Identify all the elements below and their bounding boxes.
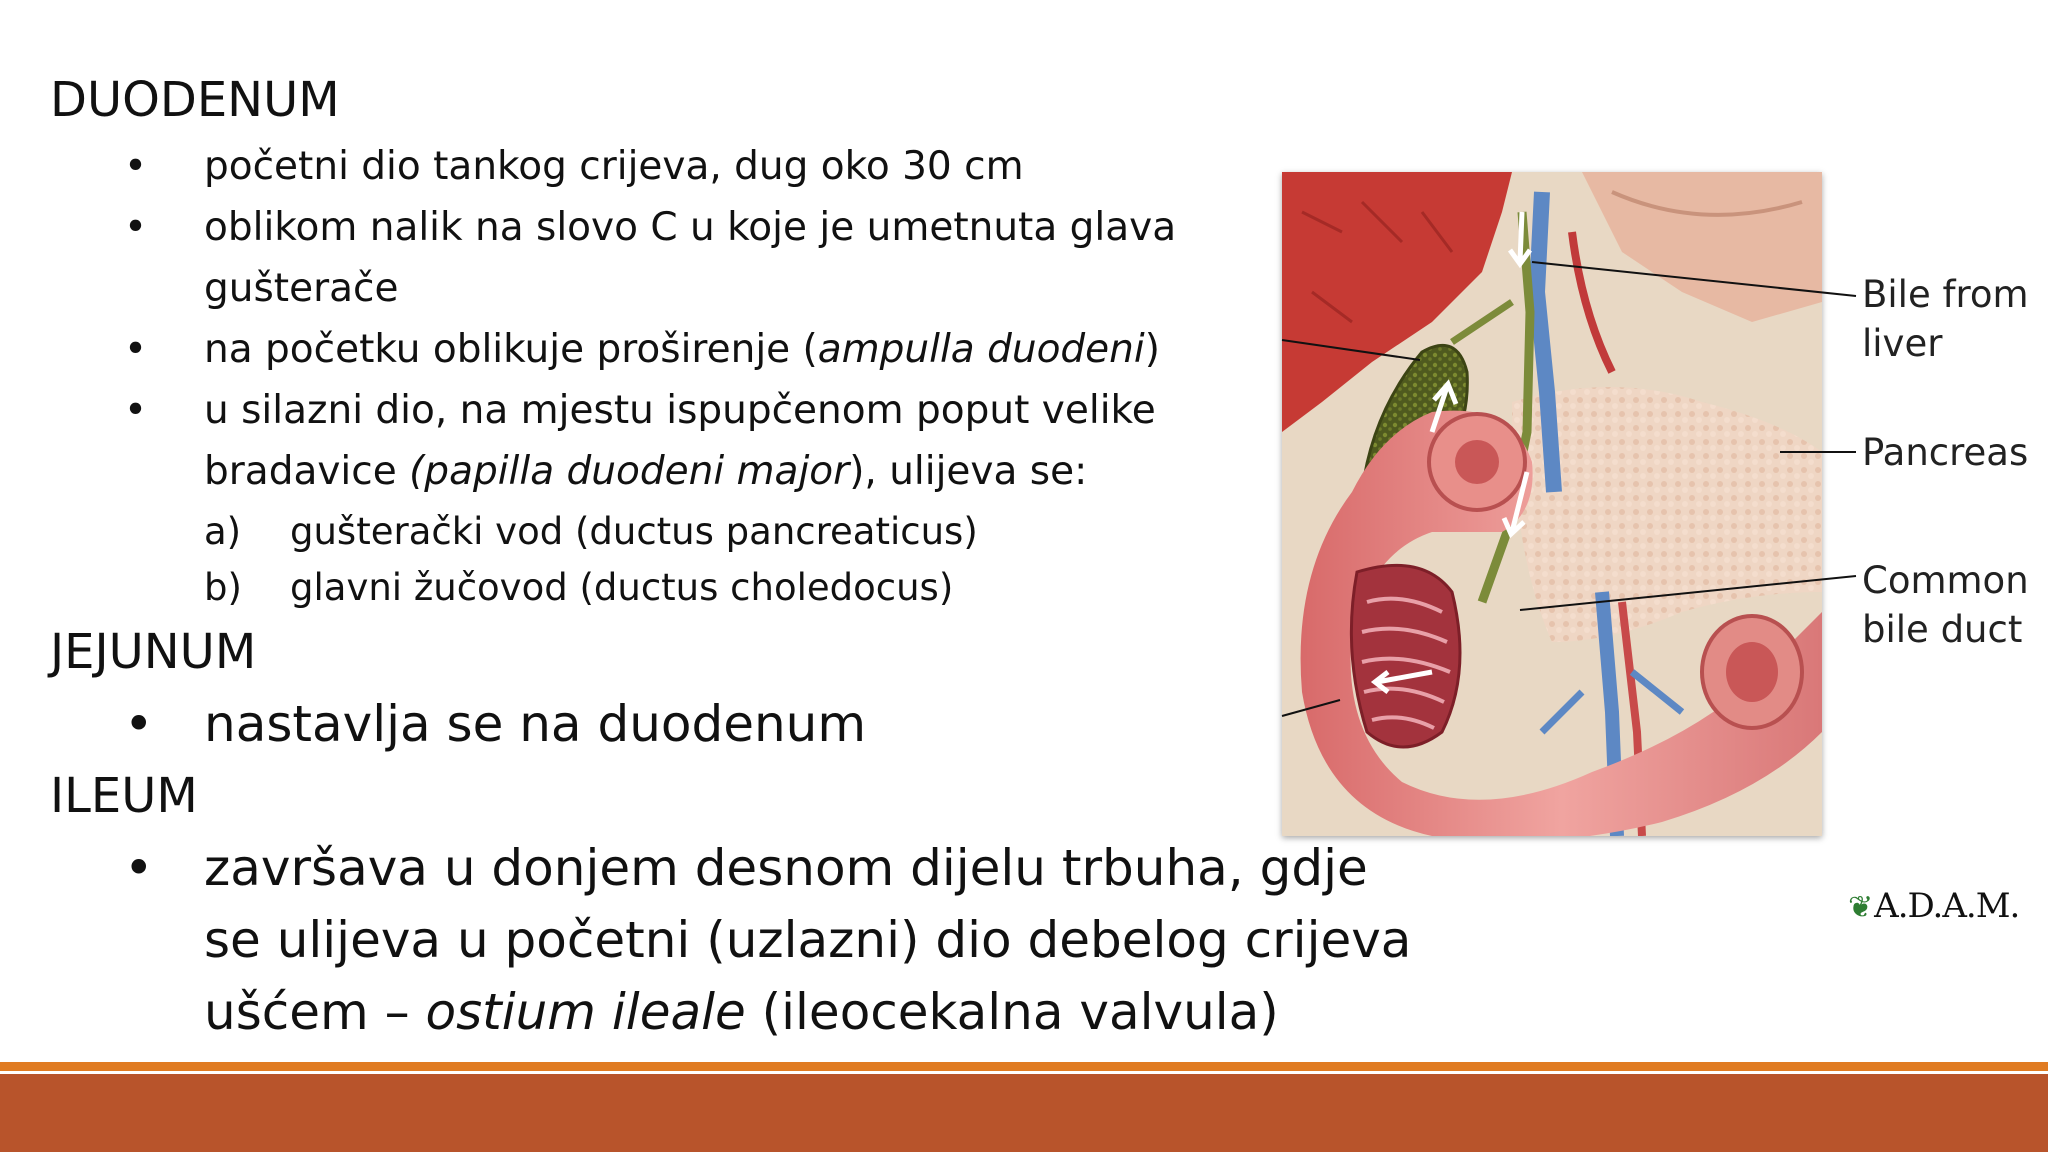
ileum-heading: ILEUM	[50, 768, 198, 824]
ileum-bullet-line-1: završava u donjem desnom dijelu trbuha, gdje	[204, 839, 1368, 897]
subitem-a-text: gušterački vod (ductus pancreaticus)	[290, 510, 978, 553]
text-run: ušćem –	[204, 983, 426, 1041]
subitem-b-text: glavni žučovod (ductus choledocus)	[290, 566, 954, 609]
adam-logo	[1848, 886, 2019, 926]
duodenum-bullet-4-line-1: u silazni dio, na mjestu ispupčenom poput velike	[204, 388, 1156, 433]
latin-term: (papilla duodeni major	[409, 449, 850, 494]
adam-logo-text: A.D.A.M.	[1874, 886, 2020, 926]
ileum-bullet-line-3	[204, 976, 1279, 1048]
duodenum-bullet-2-line-2: gušterače	[204, 266, 399, 311]
text-run: ), ulijeva se:	[849, 449, 1088, 494]
callout-bile-line-1: Bile from	[1862, 273, 2029, 316]
bullet-mark: •	[124, 388, 148, 433]
duodenum-bullet-4-line-2	[204, 441, 1087, 502]
duodenum-bullet-1: početni dio tankog crijeva, dug oko 30 cm	[204, 144, 1024, 189]
text-run: na početku oblikuje proširenje (	[204, 327, 818, 372]
text-run: bradavice	[204, 449, 410, 494]
callout-common-line-2: bile duct	[1862, 608, 2023, 651]
duodenum-anatomy-illustration	[1282, 172, 1822, 836]
latin-term: ampulla duodeni	[817, 327, 1145, 372]
duodenum-lumen	[1455, 440, 1499, 484]
ileum-bullet-line-2: se ulijeva u početni (uzlazni) dio debelog crijeva	[204, 911, 1412, 969]
leaf-icon: ❦	[1848, 890, 1873, 925]
footer-bar	[0, 1074, 2048, 1152]
bullet-mark: •	[124, 144, 148, 189]
subitem-b-label: b)	[204, 566, 242, 609]
callout-pancreas: Pancreas	[1862, 431, 2029, 474]
bullet-mark: •	[124, 839, 154, 897]
duodenum-bullet-3	[204, 319, 1160, 380]
text-run: )	[1144, 327, 1160, 372]
callout-common-line-1: Common	[1862, 559, 2029, 602]
bullet-mark: •	[124, 327, 148, 372]
footer-accent-line	[0, 1062, 2048, 1071]
bullet-mark: •	[124, 695, 154, 753]
duodenum-heading: DUODENUM	[50, 72, 340, 128]
latin-term: ostium ileale	[425, 983, 746, 1041]
jejunum-heading: JEJUNUM	[50, 624, 257, 680]
bullet-mark: •	[124, 205, 148, 250]
subitem-a-label: a)	[204, 510, 242, 553]
duodenum-bullet-2-line-1: oblikom nalik na slovo C u koje je umetnuta glava	[204, 205, 1177, 250]
colon-lumen	[1726, 642, 1778, 702]
jejunum-bullet-1: nastavlja se na duodenum	[204, 695, 867, 753]
callout-bile-line-2: liver	[1862, 322, 1943, 365]
text-run: (ileocekalna valvula)	[745, 983, 1279, 1041]
